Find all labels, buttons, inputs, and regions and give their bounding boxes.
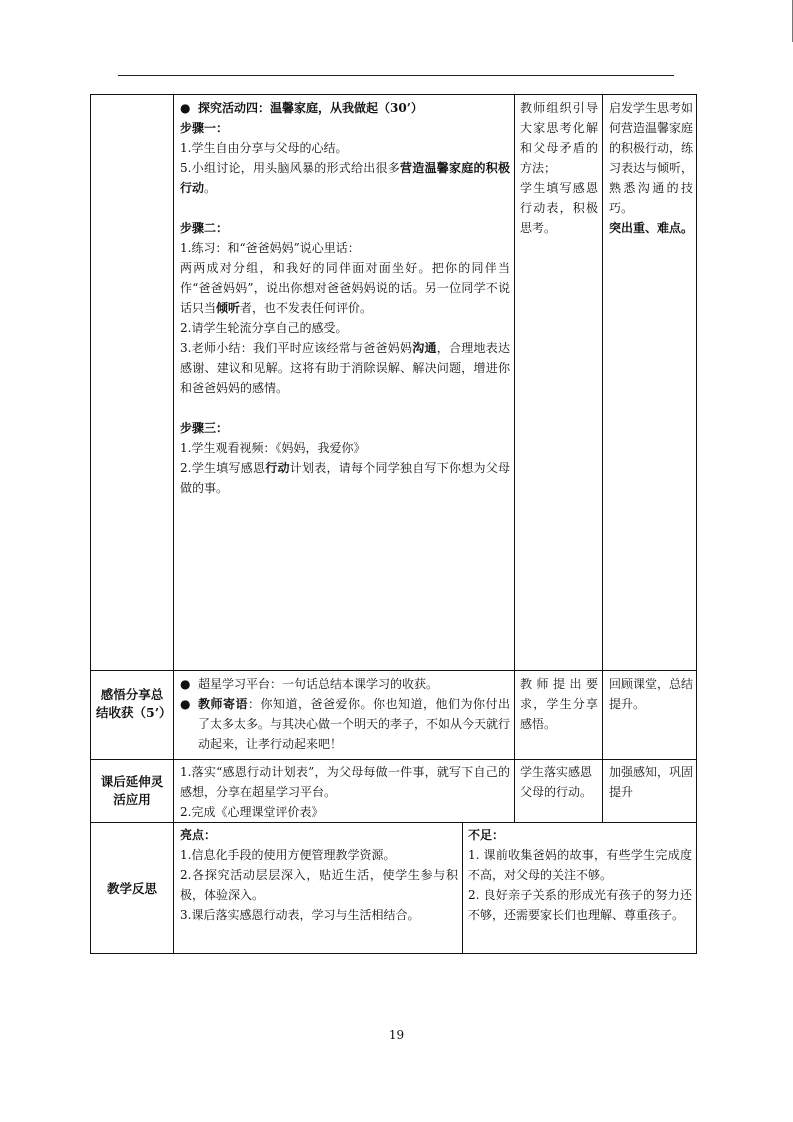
homework-label: 课后延伸灵活应用: [100, 774, 164, 807]
homework-content: 1.落实“感恩行动计划表”，为父母每做一件事，就写下自己的感想，分享在超星学习平台。 2.完成《心理课堂评价表》: [180, 765, 510, 819]
step2-line4: 3.老师小结：我们平时应该经常与爸爸妈妈沟通，合理地表达感谢、建议和见解。这将有助于消除误解、解决问题，增进你和爸爸妈妈的感情。: [180, 341, 510, 395]
table-vline: [514, 94, 515, 822]
table-vline: [602, 94, 603, 822]
table-hline: [90, 759, 697, 760]
header-rule: [118, 75, 674, 76]
step1-line2: 5.小组讨论，用头脑风暴的形式给出很多营造温馨家庭的积极行动。: [180, 161, 510, 195]
activity4-intent-col: 启发学生思考如何营造温馨家庭的积极行动，练习表达与倾听，熟悉沟通的技巧。 突出重、难点。: [609, 101, 694, 235]
summary-content: ● 超星学习平台：一句话总结本课学习的收获。 ● 教师寄语：你知道，爸爸爱你。你也知道，他们为你付出了太多太多。与其决心做一个明天的孝子，不如从今天就行动起来，让孝行动起来吧！: [180, 674, 510, 754]
table-vline: [173, 94, 174, 954]
reflection-shortcomings: 不足： 1. 课前收集爸妈的故事，有些学生完成度不高，对父母的关注不够。 2. 良好亲子关系的形成光有孩子的努力还不够，还需要家长们也理解、尊重孩子。: [468, 828, 692, 922]
activity4-content: [180, 98, 510, 498]
summary-intent-col: 回顾课堂，总结提升。: [609, 677, 694, 711]
reflection-label: 教学反思: [106, 881, 157, 896]
step3-line2: 2.学生填写感恩行动计划表，请每个同学独自写下你想为父母做的事。: [180, 461, 510, 495]
step1-line1: 1.学生自由分享与父母的心结。: [180, 141, 348, 155]
page-number: 19: [388, 1028, 405, 1042]
step2-line2: 两两成对分组，和我好的同伴面对面坐好。把你的同伴当作“爸爸妈妈”，说出你想对爸爸妈妈说的话。另一位同学不说话只当倾听者，也不发表任何评价。: [180, 261, 510, 315]
bullet-icon: ●: [180, 101, 191, 115]
bullet-icon: ●: [180, 677, 191, 691]
table-hline: [90, 670, 697, 671]
step3-heading: 步骤三：: [180, 421, 229, 435]
step2-heading: 步骤二：: [180, 221, 229, 235]
step3-line1: 1.学生观看视频：《妈妈，我爱你》: [180, 441, 366, 455]
activity4-title: 探究活动四：温馨家庭，从我做起（30’）: [198, 101, 423, 115]
homework-teacher-col: 学生落实感恩父母的行动。: [520, 765, 593, 799]
table-vline: [462, 822, 463, 954]
step2-line1: 1.练习：和“爸爸妈妈”说心里话：: [180, 241, 360, 255]
bullet-icon: ●: [180, 697, 191, 711]
step2-line3: 2.请学生轮流分享自己的感受。: [180, 321, 348, 335]
step1-heading: 步骤一：: [180, 121, 229, 135]
table-hline: [90, 822, 697, 823]
activity4-teacher-col: 教师组织引导大家思考化解和父母矛盾的方法； 学生填写感恩行动表，积极思考。: [520, 101, 598, 235]
summary-label: 感悟分享总结收获（5’）: [96, 687, 172, 720]
summary-teacher-col: 教师提出要求，学生分享感悟。: [520, 677, 598, 731]
reflection-highlights: 亮点： 1.信息化手段的使用方便管理教学资源。 2.各探究活动层层深入，贴近生活，使学生参与积极，体验深入。 3.课后落实感恩行动表，学习与生活相结合。: [180, 828, 458, 922]
homework-intent-col: 加强感知，巩固提升: [609, 765, 694, 799]
